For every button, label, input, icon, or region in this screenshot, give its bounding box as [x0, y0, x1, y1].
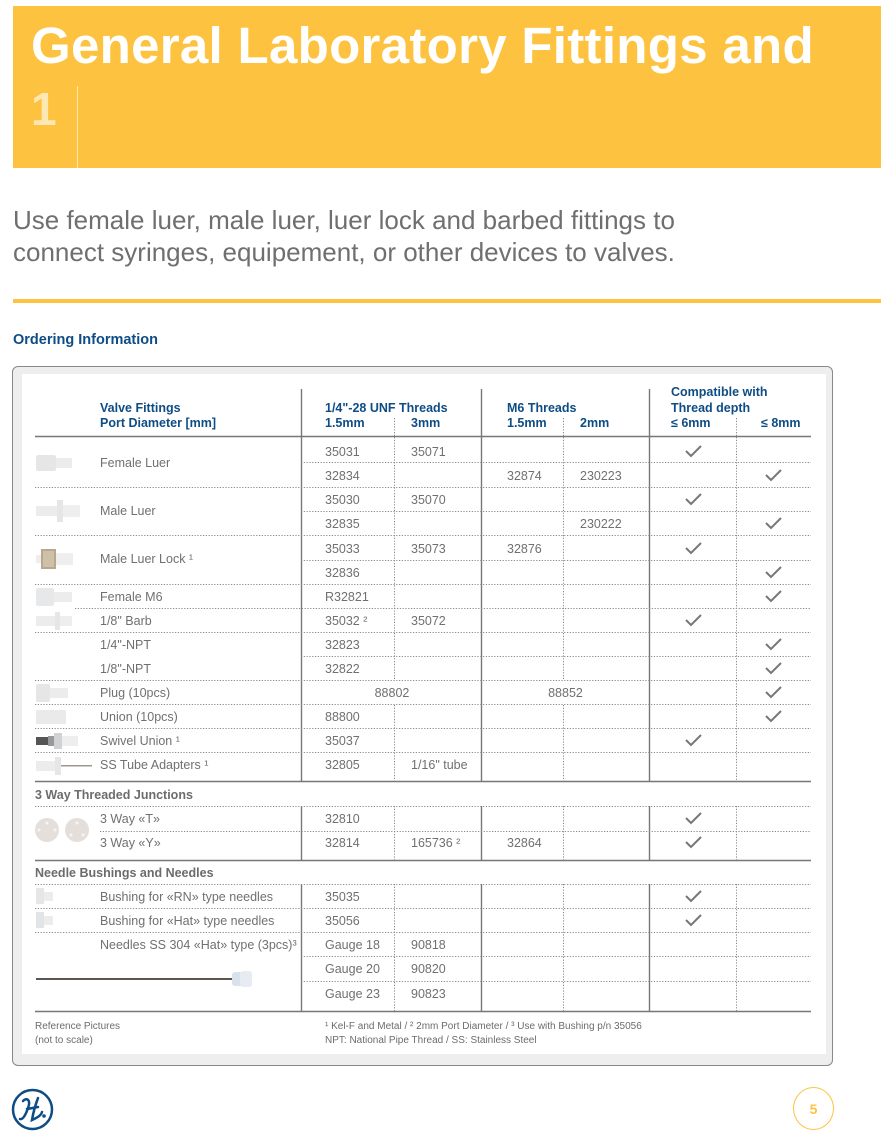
- part-number: 32810: [325, 812, 360, 826]
- row-label-3way-t: 3 Way «T»: [100, 812, 160, 826]
- row-label-union: Union (10pcs): [100, 710, 178, 724]
- 3way-junctions-picture: [34, 816, 92, 844]
- part-number: 35056: [325, 914, 360, 928]
- section-divider: [13, 299, 881, 303]
- part-number: R32821: [325, 590, 369, 604]
- part-number: 230222: [580, 517, 622, 531]
- part-number: 32876: [507, 542, 542, 556]
- intro-text: [13, 204, 873, 268]
- row-label-needles: Needles SS 304 «Hat» type (3pcs)³: [100, 938, 297, 952]
- barb-picture: [34, 611, 74, 631]
- reference-line-1: Reference Pictures: [35, 1021, 121, 1032]
- part-number: 32822: [325, 662, 360, 676]
- part-number-merged: 88852: [548, 686, 583, 700]
- header-m6-1-5mm: 1.5mm: [507, 416, 547, 430]
- part-number: 32874: [507, 469, 542, 483]
- part-number: 35071: [411, 445, 446, 459]
- row-label-bushing-hat: Bushing for «Hat» type needles: [100, 914, 275, 928]
- part-number: 90823: [411, 987, 446, 1001]
- company-logo-icon: [11, 1088, 54, 1131]
- part-number: 32864: [507, 836, 542, 850]
- ordering-information-title: Ordering Information: [13, 332, 158, 348]
- row-label-barb: 1/8" Barb: [100, 614, 152, 628]
- part-number: 32823: [325, 638, 360, 652]
- row-label-female-m6: Female M6: [100, 590, 163, 604]
- row-label-bushing-rn: Bushing for «RN» type needles: [100, 890, 274, 904]
- reference-pictures-note: [35, 1020, 120, 1048]
- part-number: 35032 ²: [325, 614, 368, 628]
- plug-picture: [34, 683, 74, 703]
- header-banner: [13, 6, 881, 168]
- header-unf-threads: 1/4"-28 UNF Threads: [325, 401, 448, 415]
- part-number: 35035: [325, 890, 360, 904]
- page-title: General Laboratory Fittings and: [31, 17, 814, 74]
- part-number: 1/16" tube: [411, 758, 468, 772]
- header-port-diameter: Port Diameter [mm]: [100, 416, 216, 430]
- intro-line-2: connect syringes, equipement, or other devices to valves.: [13, 237, 675, 267]
- intro-line-1: Use female luer, male luer, luer lock and barbed fittings to: [13, 205, 675, 235]
- part-number: 35073: [411, 542, 446, 556]
- needle-gauge: Gauge 20: [325, 962, 380, 976]
- row-label-female-luer: Female Luer: [100, 456, 171, 470]
- header-m6-threads: M6 Threads: [507, 401, 577, 415]
- union-picture: [34, 708, 70, 726]
- chapter-number: 1: [31, 83, 57, 135]
- part-number: 32805: [325, 758, 360, 772]
- row-label-swivel-union: Swivel Union ¹: [100, 734, 180, 748]
- footnote-line-2: NPT: National Pipe Thread / SS: Stainless Steel: [325, 1035, 537, 1046]
- bushing-rn-picture: [34, 887, 56, 905]
- part-number: 32836: [325, 566, 360, 580]
- row-label-3way-y: 3 Way «Y»: [100, 836, 161, 850]
- row-label-male-luer-lock: Male Luer Lock ¹: [100, 552, 194, 566]
- row-label-1-8-npt: 1/8"-NPT: [100, 662, 151, 676]
- header-le-6mm: ≤ 6mm: [671, 416, 711, 430]
- part-number: 35031: [325, 445, 360, 459]
- part-number: 32814: [325, 836, 360, 850]
- row-label-plug: Plug (10pcs): [100, 686, 171, 700]
- part-number: 90820: [411, 962, 446, 976]
- reference-line-2: (not to scale): [35, 1035, 93, 1046]
- part-number: 32835: [325, 517, 360, 531]
- part-number: 35030: [325, 493, 360, 507]
- female-luer-picture: [34, 452, 74, 474]
- bushing-hat-picture: [34, 911, 56, 929]
- part-number: 35072: [411, 614, 446, 628]
- banner-divider: [77, 86, 78, 168]
- header-valve-fittings: Valve Fittings: [100, 401, 181, 415]
- row-label-male-luer: Male Luer: [100, 504, 156, 518]
- header-le-8mm: ≤ 8mm: [761, 416, 801, 430]
- swivel-union-picture: [34, 731, 82, 751]
- footnotes: [325, 1020, 642, 1048]
- row-label-ss-tube-adapters: SS Tube Adapters ¹: [100, 758, 209, 772]
- footnote-line-1: ¹ Kel-F and Metal / ² 2mm Port Diameter / ³ Use with Bushing p/n 35056: [325, 1021, 642, 1032]
- male-luer-picture: [34, 498, 82, 524]
- row-label-1-4-npt: 1/4"-NPT: [100, 638, 151, 652]
- ss-tube-adapter-picture: [34, 755, 94, 777]
- part-number: 165736 ²: [411, 836, 461, 850]
- header-compatible-with: Compatible with: [671, 385, 768, 399]
- header-unf-3mm: 3mm: [411, 416, 441, 430]
- needle-gauge: Gauge 23: [325, 987, 380, 1001]
- page-number: 5: [793, 1087, 834, 1130]
- part-number: 35037: [325, 734, 360, 748]
- part-number: 35033: [325, 542, 360, 556]
- female-m6-picture: [34, 587, 74, 607]
- part-number: 88800: [325, 710, 360, 724]
- section-needles-title: Needle Bushings and Needles: [35, 866, 214, 880]
- part-number: 90818: [411, 938, 446, 952]
- male-luer-lock-picture: [34, 546, 76, 572]
- part-number: 32834: [325, 469, 360, 483]
- header-thread-depth: Thread depth: [671, 401, 751, 415]
- header-unf-1-5mm: 1.5mm: [325, 416, 365, 430]
- part-number-merged: 88802: [374, 686, 410, 700]
- section-3way-title: 3 Way Threaded Junctions: [35, 788, 193, 802]
- part-number: 35070: [411, 493, 446, 507]
- header-m6-2mm: 2mm: [580, 416, 610, 430]
- part-number: 230223: [580, 469, 622, 483]
- needle-gauge: Gauge 18: [325, 938, 380, 952]
- needle-picture: [34, 968, 256, 990]
